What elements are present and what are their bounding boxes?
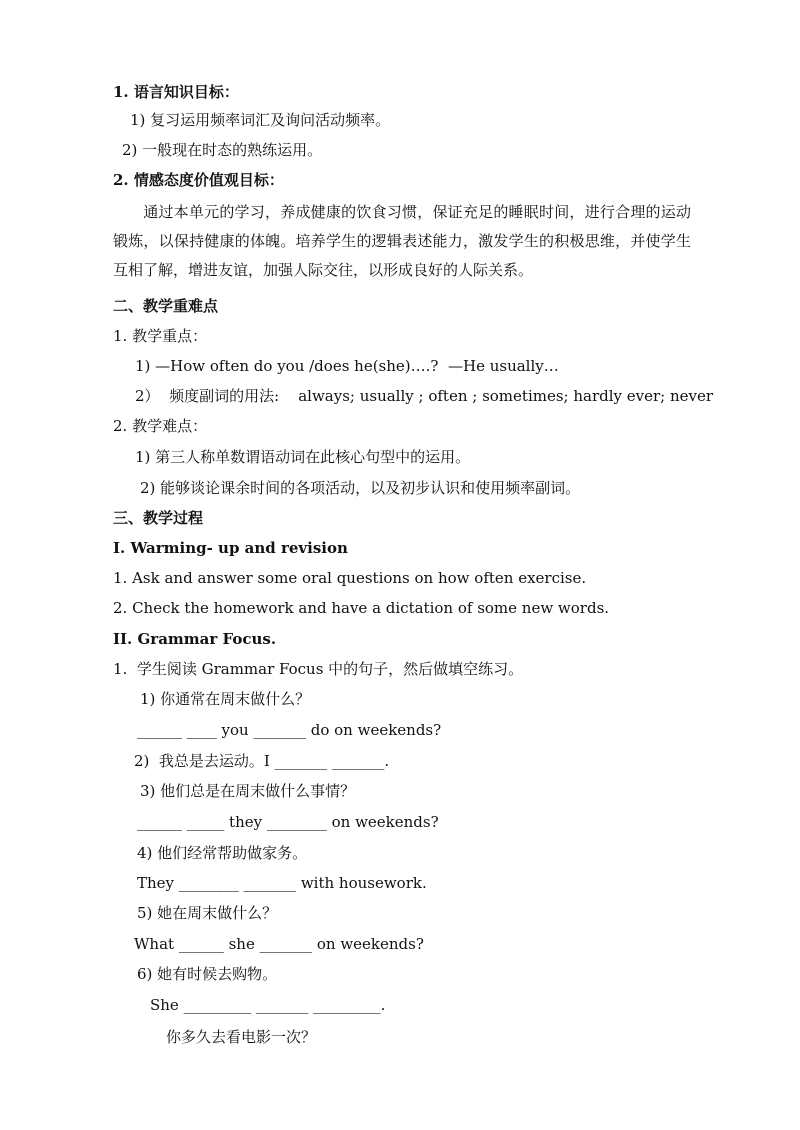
exercise-prompt: 2) 我总是去运动。I _______ _______. [134,752,390,770]
exercise-prompt: 5) 她在周末做什么？ [137,904,278,922]
emotion-goals-text: 通过本单元的学习，养成健康的饮食习惯，保证充足的睡眠时间，进行合理的运动锻炼，以保持健康的体魄。培养学生的逻辑表述能力，激发学生的积极思维，并使学生互相了解，增进友谊，加强人际交往，以形成良好的人际关系。 [113,203,691,279]
teaching-focus-2: 2） 频度副词的用法: always; usually ; often ; sometimes; hardly ever; never [135,387,714,405]
exercise-prompt: 4) 他们经常帮助做家务。 [137,844,308,862]
emotion-goals-title: 2. 情感态度价值观目标： [113,171,284,189]
teaching-difficulty-1: 1) 第三人称单数谓语动词在此核心句型中的运用。 [135,448,471,466]
exercise-prompt: 3) 他们总是在周末做什么事情？ [140,782,356,800]
exercise-prompt: 6) 她有时候去购物。 [137,965,278,983]
emotion-goals-paragraph [113,198,691,285]
teaching-difficulty-title: 2. 教学难点： [113,417,208,435]
process-title: 三、教学过程 [113,509,204,527]
warmup-step-2: 2. Check the homework and have a dictation of some new words. [113,599,610,617]
grammar-focus-title: II. Grammar Focus. [113,630,277,648]
exercise-blank-line: What ______ she _______ on weekends? [134,935,424,953]
language-goal-1: 1) 复习运用频率词汇及询问活动频率。 [130,111,391,129]
teaching-focus-1: 1) —How often do you /does he(she)….? —He usually… [135,357,559,375]
teaching-focus-title: 1. 教学重点： [113,327,208,345]
key-points-title: 二、教学重难点 [113,297,219,315]
exercise-prompt: 你多久去看电影一次？ [166,1028,317,1046]
teaching-difficulty-2: 2) 能够谈论课余时间的各项活动，以及初步认识和使用频率副词。 [140,479,581,497]
warmup-title: I. Warming- up and revision [113,539,348,557]
exercise-blank-line: ______ ____ you _______ do on weekends? [137,721,442,739]
exercise-blank-line: She _________ _______ _________. [150,996,386,1014]
language-goals-title: 1. 语言知识目标： [113,83,239,101]
warmup-step-1: 1. Ask and answer some oral questions on how often exercise. [113,569,587,587]
language-goal-2: 2) 一般现在时态的熟练运用。 [122,141,323,159]
exercise-blank-line: They ________ _______ with housework. [137,874,427,892]
exercise-prompt: 1) 你通常在周末做什么？ [140,690,311,708]
exercise-blank-line: ______ _____ they ________ on weekends? [137,813,439,831]
grammar-intro: 1. 学生阅读 Grammar Focus 中的句子，然后做填空练习。 [113,660,524,678]
